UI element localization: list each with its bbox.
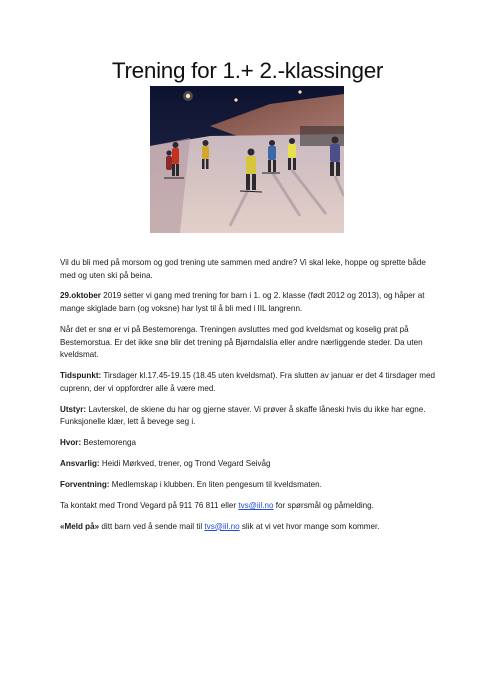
signup-text-after: slik at vi vet hvor mange som kommer. xyxy=(239,521,380,531)
where-text: Bestemorenga xyxy=(81,438,137,448)
time-label: Tidspunkt: xyxy=(60,371,102,381)
time-paragraph xyxy=(60,370,440,395)
snow-text: Når det er snø er vi på Bestemorenga. Treningen avsluttes med god kveldsmat og koselig prat på Bestemorstua. Er det ikke snø blir det trening på Bjørndalslia eller andre nærliggende steder. Da uten kveldsmat. xyxy=(60,324,423,360)
document-body xyxy=(60,257,440,541)
contact-email-link[interactable]: tvs@iil.no xyxy=(238,500,274,510)
equipment-text: Lavterskel, de skiene du har og gjerne staver. Vi prøver å skaffe låneski hvis du ikke har egne. Funksjonelle klær, lett å bevege seg i. xyxy=(60,404,426,427)
expectation-text: Medlemskap i klubben. En liten pengesum til kveldsmaten. xyxy=(109,479,322,489)
responsible-paragraph xyxy=(60,458,440,471)
equipment-paragraph xyxy=(60,404,440,429)
intro-text: Vil du bli med på morsom og god trening ute sammen med andre? Vi skal leke, hoppe og sprette både med og uten ski på beina. xyxy=(60,258,426,280)
contact-paragraph xyxy=(60,500,440,513)
expectation-paragraph xyxy=(60,479,440,492)
contact-text-after: for spørsmål og påmelding. xyxy=(273,500,374,510)
date-text: 2019 setter vi gang med trening for barn i 1. og 2. klasse (født 2012 og 2013), og håper at mange skiglade barn (og voksne) har lyst til å bli med i IIL langrenn. xyxy=(60,291,425,314)
skiing-children-photo xyxy=(150,86,344,233)
where-paragraph xyxy=(60,437,440,450)
where-label: Hvor: xyxy=(60,438,82,448)
time-text: Tirsdager kl.17.45-19.15 (18.45 uten kveldsmat). Fra slutten av januar er det 4 tirsdager med cuprenn, der vi oppfordrer alle å være med. xyxy=(60,371,436,393)
date-paragraph xyxy=(60,290,440,315)
page-title: Trening for 1.+ 2.-klassinger xyxy=(111,58,384,83)
signup-paragraph xyxy=(60,521,440,534)
contact-text-before: Ta kontakt med Trond Vegard på 911 76 811 eller xyxy=(60,500,239,510)
photo-illustration xyxy=(150,86,344,233)
signup-label: «Meld på» xyxy=(60,521,100,531)
signup-email-link[interactable]: tvs@iil.no xyxy=(204,521,240,531)
equipment-label: Utstyr: xyxy=(60,404,87,414)
intro-paragraph xyxy=(60,257,440,282)
signup-text-before: ditt barn ved å sende mail til xyxy=(99,521,205,531)
responsible-label: Ansvarlig: xyxy=(60,458,100,468)
date-label: 29.oktober xyxy=(60,291,101,301)
expectation-label: Forventning: xyxy=(60,479,110,489)
responsible-text: Heidi Mørkved, trener, og Trond Vegard Seivåg xyxy=(99,458,271,468)
snow-paragraph xyxy=(60,324,440,362)
